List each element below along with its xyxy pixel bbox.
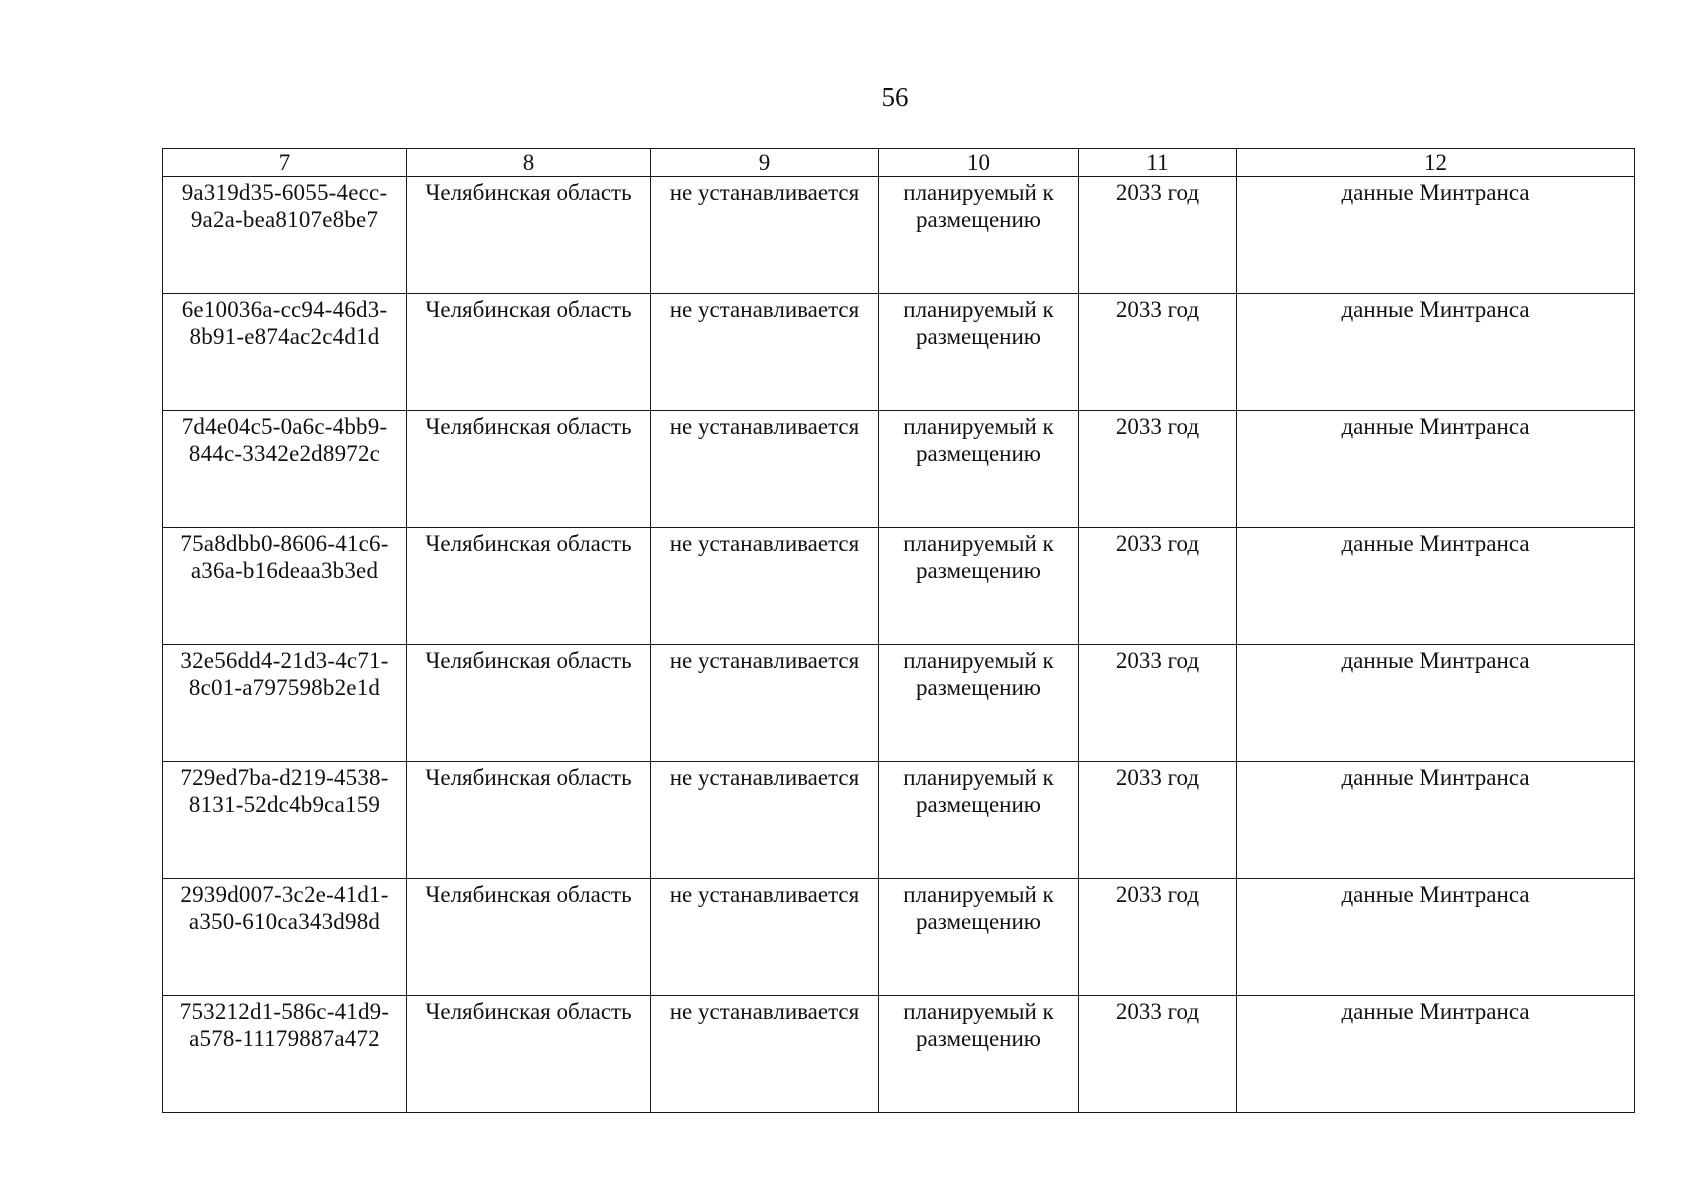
cell-limit: не устанавливается — [651, 762, 879, 879]
cell-source: данные Минтранса — [1237, 411, 1635, 528]
cell-year: 2033 год — [1079, 879, 1237, 996]
column-header-9: 9 — [651, 149, 879, 177]
table-header-row — [163, 149, 1635, 177]
cell-limit: не устанавливается — [651, 294, 879, 411]
table-row — [163, 294, 1635, 411]
table-row — [163, 996, 1635, 1113]
cell-year: 2033 год — [1079, 762, 1237, 879]
cell-object-id: 729ed7ba-d219-4538-8131-52dc4b9ca159 — [163, 762, 407, 879]
cell-year: 2033 год — [1079, 294, 1237, 411]
cell-status: планируемый к размещению — [879, 762, 1079, 879]
table-row — [163, 411, 1635, 528]
cell-region: Челябинская область — [407, 645, 651, 762]
cell-object-id: 6e10036a-cc94-46d3-8b91-e874ac2c4d1d — [163, 294, 407, 411]
cell-source: данные Минтранса — [1237, 294, 1635, 411]
cell-source: данные Минтранса — [1237, 762, 1635, 879]
table-row — [163, 879, 1635, 996]
cell-status: планируемый к размещению — [879, 294, 1079, 411]
page-number: 56 — [881, 82, 909, 112]
cell-region: Челябинская область — [407, 996, 651, 1113]
cell-status: планируемый к размещению — [879, 528, 1079, 645]
table-row — [163, 645, 1635, 762]
cell-limit: не устанавливается — [651, 411, 879, 528]
cell-status: планируемый к размещению — [879, 645, 1079, 762]
cell-year: 2033 год — [1079, 645, 1237, 762]
cell-year: 2033 год — [1079, 528, 1237, 645]
cell-limit: не устанавливается — [651, 177, 879, 294]
cell-object-id: 2939d007-3c2e-41d1-a350-610ca343d98d — [163, 879, 407, 996]
cell-year: 2033 год — [1079, 996, 1237, 1113]
cell-source: данные Минтранса — [1237, 996, 1635, 1113]
cell-source: данные Минтранса — [1237, 528, 1635, 645]
cell-region: Челябинская область — [407, 294, 651, 411]
cell-object-id: 9a319d35-6055-4ecc-9a2a-bea8107e8be7 — [163, 177, 407, 294]
data-table — [162, 148, 1635, 1113]
column-header-10: 10 — [879, 149, 1079, 177]
cell-limit: не устанавливается — [651, 645, 879, 762]
table-row — [163, 762, 1635, 879]
cell-region: Челябинская область — [407, 177, 651, 294]
column-header-7: 7 — [163, 149, 407, 177]
cell-object-id: 75a8dbb0-8606-41c6-a36a-b16deaa3b3ed — [163, 528, 407, 645]
cell-limit: не устанавливается — [651, 996, 879, 1113]
cell-region: Челябинская область — [407, 879, 651, 996]
cell-source: данные Минтранса — [1237, 177, 1635, 294]
cell-status: планируемый к размещению — [879, 411, 1079, 528]
cell-year: 2033 год — [1079, 177, 1237, 294]
cell-limit: не устанавливается — [651, 879, 879, 996]
cell-status: планируемый к размещению — [879, 879, 1079, 996]
cell-source: данные Минтранса — [1237, 879, 1635, 996]
column-header-11: 11 — [1079, 149, 1237, 177]
cell-region: Челябинская область — [407, 528, 651, 645]
cell-source: данные Минтранса — [1237, 645, 1635, 762]
cell-status: планируемый к размещению — [879, 177, 1079, 294]
column-header-8: 8 — [407, 149, 651, 177]
table-row — [163, 177, 1635, 294]
cell-region: Челябинская область — [407, 762, 651, 879]
cell-year: 2033 год — [1079, 411, 1237, 528]
cell-status: планируемый к размещению — [879, 996, 1079, 1113]
cell-object-id: 32e56dd4-21d3-4c71-8c01-a797598b2e1d — [163, 645, 407, 762]
table-row — [163, 528, 1635, 645]
cell-region: Челябинская область — [407, 411, 651, 528]
cell-object-id: 753212d1-586c-41d9-a578-11179887a472 — [163, 996, 407, 1113]
cell-limit: не устанавливается — [651, 528, 879, 645]
cell-object-id: 7d4e04c5-0a6c-4bb9-844c-3342e2d8972c — [163, 411, 407, 528]
column-header-12: 12 — [1237, 149, 1635, 177]
